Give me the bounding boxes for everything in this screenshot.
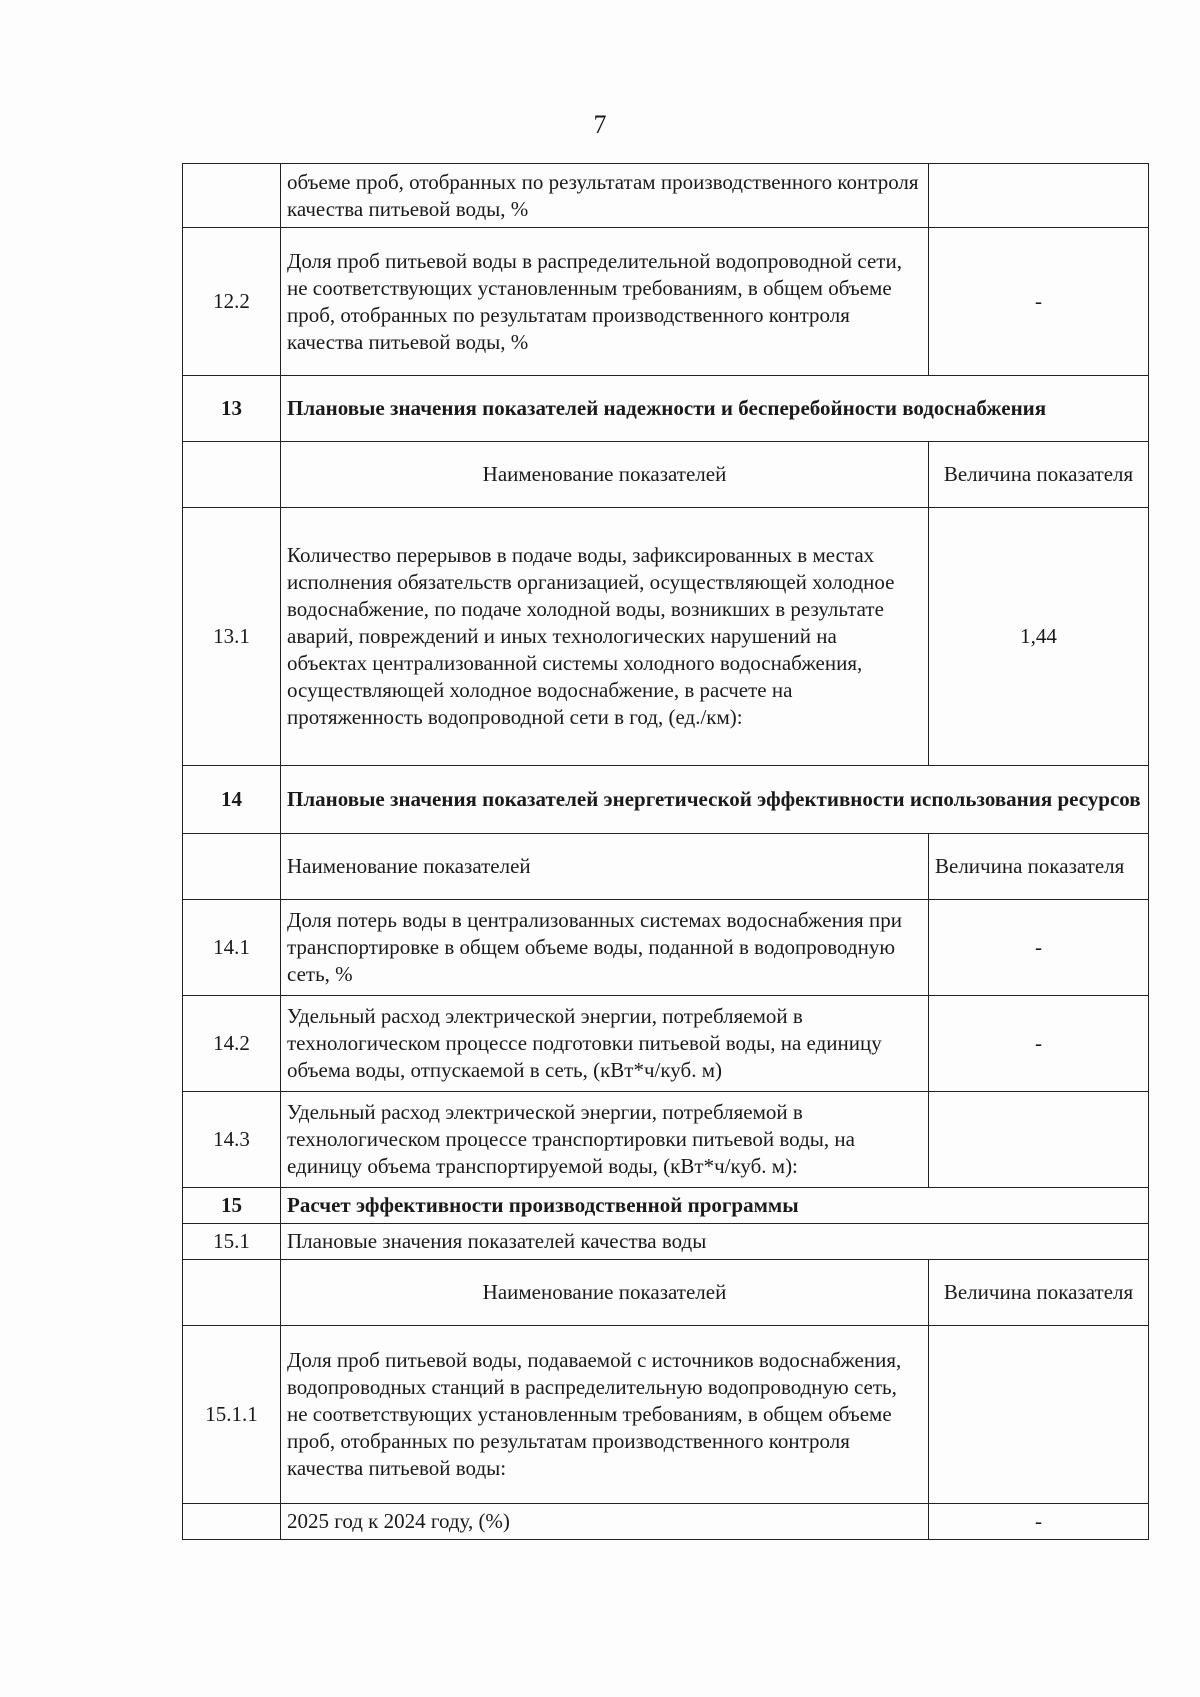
indicator-value: -	[929, 1504, 1149, 1540]
indicator-value: -	[929, 996, 1149, 1092]
row-number	[183, 1260, 281, 1326]
indicator-name: Удельный расход электрической энергии, потребляемой в технологическом процессе подготовки питьевой воды, на единицу объема воды, отпускаемой в сеть, (кВт*ч/куб. м)	[281, 996, 929, 1092]
row-number	[183, 834, 281, 900]
row-number	[183, 1504, 281, 1540]
table-row-data	[183, 164, 1149, 228]
table-row-section	[183, 376, 1149, 442]
indicator-value	[929, 164, 1149, 228]
column-header-value: Величина показателя	[929, 834, 1149, 900]
column-header-name: Наименование показателей	[281, 1260, 929, 1326]
row-number: 13.1	[183, 508, 281, 766]
indicator-name: 2025 год к 2024 году, (%)	[281, 1504, 929, 1540]
row-number: 14.3	[183, 1092, 281, 1188]
row-number	[183, 442, 281, 508]
table-row-data	[183, 900, 1149, 996]
row-number: 14	[183, 766, 281, 834]
table-row-header	[183, 834, 1149, 900]
column-header-name: Наименование показателей	[281, 834, 929, 900]
indicator-value: -	[929, 228, 1149, 376]
row-number: 13	[183, 376, 281, 442]
row-number	[183, 164, 281, 228]
row-number: 15	[183, 1188, 281, 1224]
section-title: Расчет эффективности производственной программы	[281, 1188, 1149, 1224]
table-row-section	[183, 1188, 1149, 1224]
column-header-value: Величина показателя	[929, 1260, 1149, 1326]
table-row-header	[183, 1260, 1149, 1326]
row-number: 12.2	[183, 228, 281, 376]
indicator-value: -	[929, 900, 1149, 996]
row-number: 15.1.1	[183, 1326, 281, 1504]
indicator-value	[929, 1326, 1149, 1504]
page-number: 7	[593, 110, 607, 139]
indicators-table	[182, 163, 1149, 1540]
row-number: 14.1	[183, 900, 281, 996]
indicator-name: Доля потерь воды в централизованных системах водоснабжения при транспортировке в общем объеме воды, поданной в водопроводную сеть, %	[281, 900, 929, 996]
indicator-name: Удельный расход электрической энергии, потребляемой в технологическом процессе транспортировки питьевой воды, на единицу объема транспортируемой воды, (кВт*ч/куб. м):	[281, 1092, 929, 1188]
column-header-name: Наименование показателей	[281, 442, 929, 508]
indicator-name: объеме проб, отобранных по результатам производственного контроля качества питьевой воды, %	[281, 164, 929, 228]
indicator-name: Доля проб питьевой воды в распределительной водопроводной сети, не соответствующих установленным требованиям, в общем объеме проб, отобранных по результатам производственного контроля качества питьевой воды, %	[281, 228, 929, 376]
table-row-data	[183, 508, 1149, 766]
table-row-header	[183, 442, 1149, 508]
table-row-data	[183, 996, 1149, 1092]
row-number: 14.2	[183, 996, 281, 1092]
section-title: Плановые значения показателей энергетической эффективности использования ресурсов	[281, 766, 1149, 834]
table-row-data	[183, 228, 1149, 376]
table-row-subsection	[183, 1224, 1149, 1260]
table-row-section	[183, 766, 1149, 834]
indicator-name: Доля проб питьевой воды, подаваемой с источников водоснабжения, водопроводных станций в распределительную водопроводную сеть, не соответствующих установленным требованиям, в общем объеме проб, отобранных по результатам производственного контроля качества питьевой воды:	[281, 1326, 929, 1504]
table-row-data	[183, 1092, 1149, 1188]
subsection-title: Плановые значения показателей качества воды	[281, 1224, 1149, 1260]
section-title: Плановые значения показателей надежности и бесперебойности водоснабжения	[281, 376, 1149, 442]
column-header-value: Величина показателя	[929, 442, 1149, 508]
indicator-value	[929, 1092, 1149, 1188]
table-row-data	[183, 1326, 1149, 1504]
row-number: 15.1	[183, 1224, 281, 1260]
indicator-value: 1,44	[929, 508, 1149, 766]
indicator-name: Количество перерывов в подаче воды, зафиксированных в местах исполнения обязательств организацией, осуществляющей холодное водоснабжение, по подаче холодной воды, возникших в результате аварий, повреждений и иных технологических нарушений на объектах централизованной системы холодного водоснабжения, осуществляющей холодное водоснабжение, в расчете на протяженность водопроводной сети в год, (ед./км):	[281, 508, 929, 766]
table-row-data	[183, 1504, 1149, 1540]
